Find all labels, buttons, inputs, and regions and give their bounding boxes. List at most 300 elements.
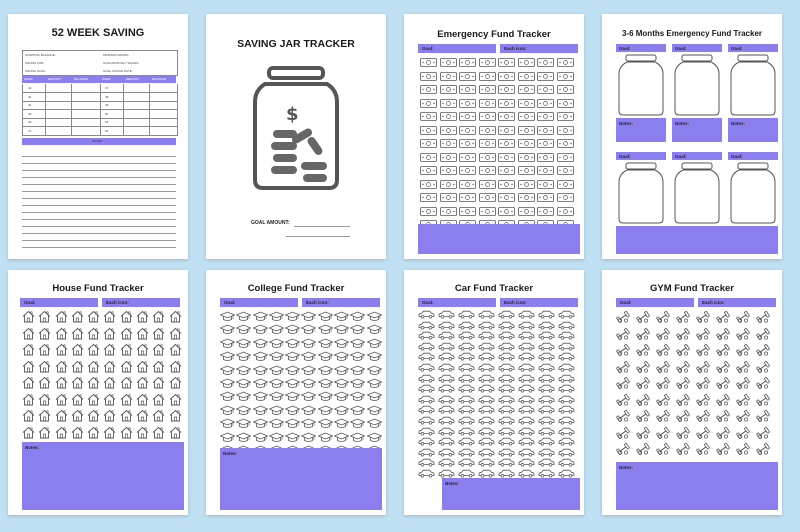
graduation-cap-icon[interactable] xyxy=(301,405,317,416)
money-icon[interactable] xyxy=(498,193,518,202)
car-icon[interactable] xyxy=(498,395,518,404)
money-icon[interactable] xyxy=(518,153,538,162)
car-icon[interactable] xyxy=(558,458,578,467)
money-icon[interactable] xyxy=(537,126,557,135)
car-icon[interactable] xyxy=(438,321,458,330)
car-icon[interactable] xyxy=(458,448,478,457)
money-icon[interactable] xyxy=(537,180,557,189)
money-icon[interactable] xyxy=(459,193,479,202)
graduation-cap-icon[interactable] xyxy=(269,311,285,322)
graduation-cap-icon[interactable] xyxy=(301,351,317,362)
car-icon[interactable] xyxy=(538,395,558,404)
car-icon[interactable] xyxy=(438,310,458,319)
dumbbell-icon[interactable] xyxy=(696,344,716,356)
car-icon[interactable] xyxy=(458,458,478,467)
money-icon[interactable] xyxy=(440,193,460,202)
graduation-cap-icon[interactable] xyxy=(318,311,334,322)
car-icon[interactable] xyxy=(478,405,498,414)
car-icon[interactable] xyxy=(518,352,538,361)
car-icon[interactable] xyxy=(438,427,458,436)
dumbbell-icon[interactable] xyxy=(716,361,736,373)
money-icon[interactable] xyxy=(498,85,518,94)
money-icon[interactable] xyxy=(440,207,460,216)
house-icon[interactable] xyxy=(169,360,185,373)
dumbbell-icon[interactable] xyxy=(676,344,696,356)
dumbbell-icon[interactable] xyxy=(676,443,696,455)
car-icon[interactable] xyxy=(518,416,538,425)
graduation-cap-icon[interactable] xyxy=(367,405,383,416)
graduation-cap-icon[interactable] xyxy=(253,351,269,362)
dumbbell-icon[interactable] xyxy=(616,427,636,439)
money-icon[interactable] xyxy=(557,166,577,175)
car-icon[interactable] xyxy=(478,448,498,457)
car-icon[interactable] xyxy=(458,469,478,478)
house-icon[interactable] xyxy=(38,327,54,340)
graduation-cap-icon[interactable] xyxy=(350,311,366,322)
money-icon[interactable] xyxy=(518,72,538,81)
dumbbell-icon[interactable] xyxy=(756,361,776,373)
car-icon[interactable] xyxy=(518,458,538,467)
dumbbell-icon[interactable] xyxy=(616,443,636,455)
car-icon[interactable] xyxy=(538,416,558,425)
car-icon[interactable] xyxy=(538,321,558,330)
money-icon[interactable] xyxy=(518,126,538,135)
money-icon[interactable] xyxy=(479,180,499,189)
car-icon[interactable] xyxy=(438,395,458,404)
money-icon[interactable] xyxy=(498,58,518,67)
house-icon[interactable] xyxy=(120,327,136,340)
graduation-cap-icon[interactable] xyxy=(301,311,317,322)
house-icon[interactable] xyxy=(120,343,136,356)
house-icon[interactable] xyxy=(71,310,87,323)
car-icon[interactable] xyxy=(478,374,498,383)
graduation-cap-icon[interactable] xyxy=(285,351,301,362)
car-icon[interactable] xyxy=(478,395,498,404)
graduation-cap-icon[interactable] xyxy=(253,378,269,389)
car-icon[interactable] xyxy=(498,427,518,436)
car-icon[interactable] xyxy=(478,342,498,351)
money-icon[interactable] xyxy=(479,85,499,94)
graduation-cap-icon[interactable] xyxy=(220,324,236,335)
money-icon[interactable] xyxy=(557,58,577,67)
dumbbell-icon[interactable] xyxy=(736,410,756,422)
graduation-cap-icon[interactable] xyxy=(350,338,366,349)
car-icon[interactable] xyxy=(558,310,578,319)
graduation-cap-icon[interactable] xyxy=(220,405,236,416)
dumbbell-icon[interactable] xyxy=(636,361,656,373)
house-icon[interactable] xyxy=(87,409,103,422)
house-icon[interactable] xyxy=(169,393,185,406)
car-icon[interactable] xyxy=(558,448,578,457)
money-icon[interactable] xyxy=(498,207,518,216)
car-icon[interactable] xyxy=(558,363,578,372)
car-icon[interactable] xyxy=(518,395,538,404)
money-icon[interactable] xyxy=(420,72,440,81)
car-icon[interactable] xyxy=(418,437,438,446)
car-icon[interactable] xyxy=(558,437,578,446)
graduation-cap-icon[interactable] xyxy=(318,324,334,335)
car-icon[interactable] xyxy=(498,416,518,425)
house-icon[interactable] xyxy=(38,310,54,323)
money-icon[interactable] xyxy=(440,85,460,94)
graduation-cap-icon[interactable] xyxy=(301,365,317,376)
house-icon[interactable] xyxy=(71,393,87,406)
car-icon[interactable] xyxy=(438,352,458,361)
house-icon[interactable] xyxy=(103,376,119,389)
money-icon[interactable] xyxy=(537,207,557,216)
money-icon[interactable] xyxy=(479,153,499,162)
money-icon[interactable] xyxy=(557,126,577,135)
graduation-cap-icon[interactable] xyxy=(350,351,366,362)
house-icon[interactable] xyxy=(38,426,54,439)
money-icon[interactable] xyxy=(420,207,440,216)
dumbbell-icon[interactable] xyxy=(716,394,736,406)
money-icon[interactable] xyxy=(537,112,557,121)
house-icon[interactable] xyxy=(136,426,152,439)
house-icon[interactable] xyxy=(38,343,54,356)
dumbbell-icon[interactable] xyxy=(696,377,716,389)
graduation-cap-icon[interactable] xyxy=(334,311,350,322)
dumbbell-icon[interactable] xyxy=(736,361,756,373)
graduation-cap-icon[interactable] xyxy=(236,365,252,376)
dumbbell-icon[interactable] xyxy=(736,377,756,389)
car-icon[interactable] xyxy=(478,384,498,393)
dumbbell-icon[interactable] xyxy=(716,311,736,323)
money-icon[interactable] xyxy=(498,72,518,81)
dumbbell-icon[interactable] xyxy=(656,328,676,340)
graduation-cap-icon[interactable] xyxy=(367,432,383,443)
house-icon[interactable] xyxy=(152,327,168,340)
graduation-cap-icon[interactable] xyxy=(350,324,366,335)
money-icon[interactable] xyxy=(537,85,557,94)
graduation-cap-icon[interactable] xyxy=(334,338,350,349)
dumbbell-icon[interactable] xyxy=(616,361,636,373)
house-icon[interactable] xyxy=(152,376,168,389)
money-icon[interactable] xyxy=(518,99,538,108)
car-icon[interactable] xyxy=(438,331,458,340)
graduation-cap-icon[interactable] xyxy=(350,378,366,389)
dumbbell-icon[interactable] xyxy=(656,427,676,439)
money-icon[interactable] xyxy=(557,72,577,81)
graduation-cap-icon[interactable] xyxy=(285,365,301,376)
car-icon[interactable] xyxy=(458,384,478,393)
dumbbell-icon[interactable] xyxy=(636,328,656,340)
graduation-cap-icon[interactable] xyxy=(269,432,285,443)
graduation-cap-icon[interactable] xyxy=(318,378,334,389)
money-icon[interactable] xyxy=(557,180,577,189)
car-icon[interactable] xyxy=(478,458,498,467)
house-icon[interactable] xyxy=(120,426,136,439)
car-icon[interactable] xyxy=(498,363,518,372)
graduation-cap-icon[interactable] xyxy=(318,432,334,443)
dumbbell-icon[interactable] xyxy=(756,443,776,455)
house-icon[interactable] xyxy=(87,360,103,373)
car-icon[interactable] xyxy=(518,405,538,414)
car-icon[interactable] xyxy=(558,427,578,436)
car-icon[interactable] xyxy=(518,310,538,319)
car-icon[interactable] xyxy=(478,331,498,340)
dumbbell-icon[interactable] xyxy=(716,443,736,455)
house-icon[interactable] xyxy=(169,327,185,340)
graduation-cap-icon[interactable] xyxy=(285,324,301,335)
car-icon[interactable] xyxy=(558,384,578,393)
money-icon[interactable] xyxy=(459,85,479,94)
car-icon[interactable] xyxy=(418,331,438,340)
car-icon[interactable] xyxy=(478,416,498,425)
dumbbell-icon[interactable] xyxy=(756,344,776,356)
car-icon[interactable] xyxy=(418,395,438,404)
graduation-cap-icon[interactable] xyxy=(334,391,350,402)
house-icon[interactable] xyxy=(22,327,38,340)
money-icon[interactable] xyxy=(537,166,557,175)
money-icon[interactable] xyxy=(479,207,499,216)
money-icon[interactable] xyxy=(440,126,460,135)
graduation-cap-icon[interactable] xyxy=(220,351,236,362)
graduation-cap-icon[interactable] xyxy=(350,405,366,416)
house-icon[interactable] xyxy=(55,376,71,389)
dumbbell-icon[interactable] xyxy=(716,377,736,389)
house-icon[interactable] xyxy=(71,360,87,373)
graduation-cap-icon[interactable] xyxy=(236,378,252,389)
car-icon[interactable] xyxy=(458,342,478,351)
house-icon[interactable] xyxy=(120,376,136,389)
graduation-cap-icon[interactable] xyxy=(269,391,285,402)
dumbbell-icon[interactable] xyxy=(676,377,696,389)
dumbbell-icon[interactable] xyxy=(736,344,756,356)
graduation-cap-icon[interactable] xyxy=(253,324,269,335)
car-icon[interactable] xyxy=(418,405,438,414)
dumbbell-icon[interactable] xyxy=(736,328,756,340)
car-icon[interactable] xyxy=(418,352,438,361)
dumbbell-icon[interactable] xyxy=(736,394,756,406)
dumbbell-icon[interactable] xyxy=(696,394,716,406)
car-icon[interactable] xyxy=(438,448,458,457)
car-icon[interactable] xyxy=(518,448,538,457)
car-icon[interactable] xyxy=(478,363,498,372)
dumbbell-icon[interactable] xyxy=(636,443,656,455)
graduation-cap-icon[interactable] xyxy=(334,365,350,376)
house-icon[interactable] xyxy=(152,310,168,323)
car-icon[interactable] xyxy=(538,405,558,414)
car-icon[interactable] xyxy=(418,469,438,478)
house-icon[interactable] xyxy=(120,393,136,406)
house-icon[interactable] xyxy=(120,360,136,373)
graduation-cap-icon[interactable] xyxy=(367,311,383,322)
dumbbell-icon[interactable] xyxy=(616,394,636,406)
money-icon[interactable] xyxy=(459,166,479,175)
graduation-cap-icon[interactable] xyxy=(334,324,350,335)
car-icon[interactable] xyxy=(498,342,518,351)
graduation-cap-icon[interactable] xyxy=(334,432,350,443)
car-icon[interactable] xyxy=(458,416,478,425)
car-icon[interactable] xyxy=(498,352,518,361)
car-icon[interactable] xyxy=(458,374,478,383)
house-icon[interactable] xyxy=(136,343,152,356)
house-icon[interactable] xyxy=(103,409,119,422)
car-icon[interactable] xyxy=(498,448,518,457)
dumbbell-icon[interactable] xyxy=(636,394,656,406)
money-icon[interactable] xyxy=(440,166,460,175)
car-icon[interactable] xyxy=(458,405,478,414)
house-icon[interactable] xyxy=(87,393,103,406)
graduation-cap-icon[interactable] xyxy=(236,351,252,362)
graduation-cap-icon[interactable] xyxy=(269,365,285,376)
house-icon[interactable] xyxy=(169,343,185,356)
money-icon[interactable] xyxy=(537,72,557,81)
car-icon[interactable] xyxy=(558,321,578,330)
dumbbell-icon[interactable] xyxy=(696,328,716,340)
graduation-cap-icon[interactable] xyxy=(236,311,252,322)
graduation-cap-icon[interactable] xyxy=(236,432,252,443)
car-icon[interactable] xyxy=(438,374,458,383)
car-icon[interactable] xyxy=(518,469,538,478)
money-icon[interactable] xyxy=(420,180,440,189)
car-icon[interactable] xyxy=(418,363,438,372)
car-icon[interactable] xyxy=(478,310,498,319)
money-icon[interactable] xyxy=(557,207,577,216)
graduation-cap-icon[interactable] xyxy=(350,432,366,443)
graduation-cap-icon[interactable] xyxy=(367,418,383,429)
car-icon[interactable] xyxy=(458,427,478,436)
car-icon[interactable] xyxy=(538,342,558,351)
house-icon[interactable] xyxy=(71,343,87,356)
graduation-cap-icon[interactable] xyxy=(269,378,285,389)
money-icon[interactable] xyxy=(459,180,479,189)
car-icon[interactable] xyxy=(418,374,438,383)
graduation-cap-icon[interactable] xyxy=(301,338,317,349)
car-icon[interactable] xyxy=(558,416,578,425)
house-icon[interactable] xyxy=(87,327,103,340)
car-icon[interactable] xyxy=(498,458,518,467)
house-icon[interactable] xyxy=(38,376,54,389)
graduation-cap-icon[interactable] xyxy=(318,391,334,402)
car-icon[interactable] xyxy=(478,321,498,330)
dumbbell-icon[interactable] xyxy=(636,344,656,356)
money-icon[interactable] xyxy=(479,58,499,67)
house-icon[interactable] xyxy=(55,426,71,439)
car-icon[interactable] xyxy=(438,458,458,467)
car-icon[interactable] xyxy=(538,448,558,457)
dumbbell-icon[interactable] xyxy=(676,410,696,422)
graduation-cap-icon[interactable] xyxy=(253,311,269,322)
dumbbell-icon[interactable] xyxy=(656,344,676,356)
money-icon[interactable] xyxy=(440,180,460,189)
dumbbell-icon[interactable] xyxy=(716,427,736,439)
graduation-cap-icon[interactable] xyxy=(285,391,301,402)
money-icon[interactable] xyxy=(498,153,518,162)
money-icon[interactable] xyxy=(459,153,479,162)
house-icon[interactable] xyxy=(87,343,103,356)
money-icon[interactable] xyxy=(459,58,479,67)
house-icon[interactable] xyxy=(169,376,185,389)
graduation-cap-icon[interactable] xyxy=(301,378,317,389)
graduation-cap-icon[interactable] xyxy=(350,365,366,376)
dumbbell-icon[interactable] xyxy=(676,427,696,439)
dumbbell-icon[interactable] xyxy=(636,377,656,389)
house-icon[interactable] xyxy=(71,376,87,389)
money-icon[interactable] xyxy=(440,112,460,121)
money-icon[interactable] xyxy=(518,166,538,175)
dumbbell-icon[interactable] xyxy=(756,328,776,340)
money-icon[interactable] xyxy=(537,153,557,162)
money-icon[interactable] xyxy=(420,166,440,175)
car-icon[interactable] xyxy=(458,310,478,319)
money-icon[interactable] xyxy=(518,58,538,67)
money-icon[interactable] xyxy=(557,85,577,94)
graduation-cap-icon[interactable] xyxy=(318,365,334,376)
house-icon[interactable] xyxy=(55,310,71,323)
car-icon[interactable] xyxy=(498,437,518,446)
car-icon[interactable] xyxy=(438,363,458,372)
dumbbell-icon[interactable] xyxy=(636,427,656,439)
dumbbell-icon[interactable] xyxy=(656,394,676,406)
car-icon[interactable] xyxy=(538,331,558,340)
dumbbell-icon[interactable] xyxy=(676,361,696,373)
graduation-cap-icon[interactable] xyxy=(334,405,350,416)
house-icon[interactable] xyxy=(22,360,38,373)
car-icon[interactable] xyxy=(538,437,558,446)
house-icon[interactable] xyxy=(55,343,71,356)
graduation-cap-icon[interactable] xyxy=(253,432,269,443)
car-icon[interactable] xyxy=(498,331,518,340)
car-icon[interactable] xyxy=(498,405,518,414)
car-icon[interactable] xyxy=(438,405,458,414)
car-icon[interactable] xyxy=(478,469,498,478)
dumbbell-icon[interactable] xyxy=(756,427,776,439)
graduation-cap-icon[interactable] xyxy=(301,432,317,443)
car-icon[interactable] xyxy=(518,342,538,351)
house-icon[interactable] xyxy=(152,360,168,373)
money-icon[interactable] xyxy=(440,72,460,81)
house-icon[interactable] xyxy=(152,393,168,406)
house-icon[interactable] xyxy=(38,409,54,422)
car-icon[interactable] xyxy=(418,416,438,425)
house-icon[interactable] xyxy=(87,310,103,323)
car-icon[interactable] xyxy=(558,405,578,414)
money-icon[interactable] xyxy=(518,180,538,189)
graduation-cap-icon[interactable] xyxy=(301,391,317,402)
house-icon[interactable] xyxy=(169,310,185,323)
car-icon[interactable] xyxy=(458,363,478,372)
graduation-cap-icon[interactable] xyxy=(269,338,285,349)
car-icon[interactable] xyxy=(498,384,518,393)
car-icon[interactable] xyxy=(538,427,558,436)
house-icon[interactable] xyxy=(55,360,71,373)
money-icon[interactable] xyxy=(498,180,518,189)
money-icon[interactable] xyxy=(459,139,479,148)
graduation-cap-icon[interactable] xyxy=(318,338,334,349)
car-icon[interactable] xyxy=(458,395,478,404)
house-icon[interactable] xyxy=(71,409,87,422)
car-icon[interactable] xyxy=(558,469,578,478)
house-icon[interactable] xyxy=(152,343,168,356)
money-icon[interactable] xyxy=(479,112,499,121)
car-icon[interactable] xyxy=(498,469,518,478)
dumbbell-icon[interactable] xyxy=(696,443,716,455)
money-icon[interactable] xyxy=(537,99,557,108)
house-icon[interactable] xyxy=(136,360,152,373)
dumbbell-icon[interactable] xyxy=(616,328,636,340)
money-icon[interactable] xyxy=(420,58,440,67)
graduation-cap-icon[interactable] xyxy=(367,324,383,335)
graduation-cap-icon[interactable] xyxy=(367,391,383,402)
dumbbell-icon[interactable] xyxy=(716,410,736,422)
graduation-cap-icon[interactable] xyxy=(220,418,236,429)
dumbbell-icon[interactable] xyxy=(636,410,656,422)
dumbbell-icon[interactable] xyxy=(656,311,676,323)
money-icon[interactable] xyxy=(420,112,440,121)
house-icon[interactable] xyxy=(136,393,152,406)
